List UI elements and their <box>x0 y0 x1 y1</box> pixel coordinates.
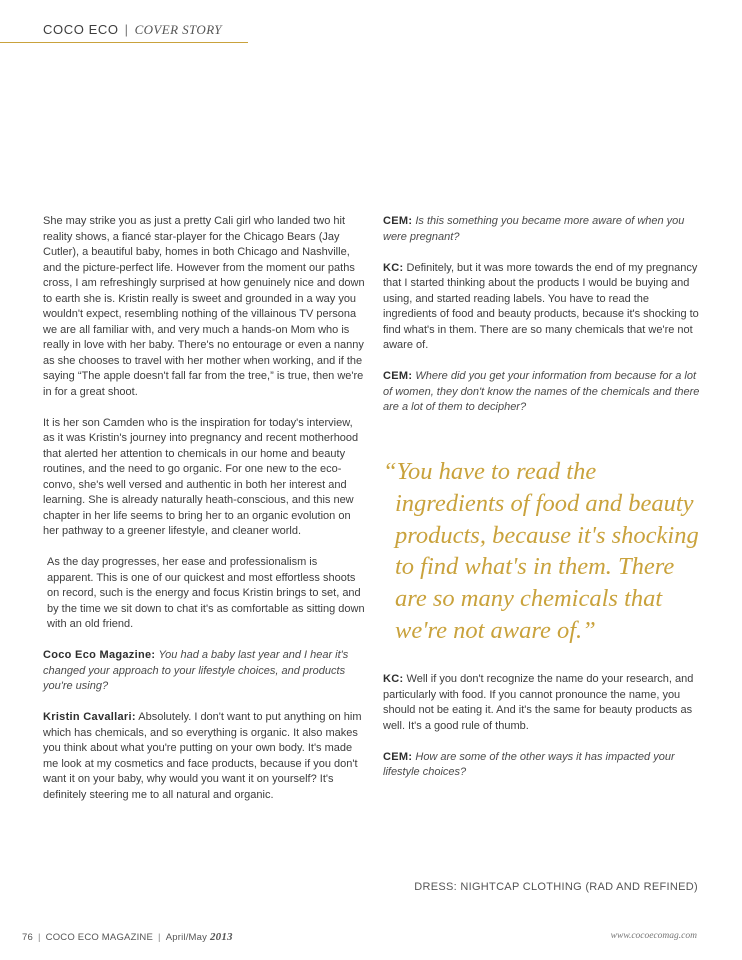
qa-entry <box>383 750 701 781</box>
intro-paragraph: As the day progresses, her ease and professionalism is apparent. This is one of our quickest and most effortless shoots on record, such is the energy and focus Kristin brings to set, and by the time we sit down to chat it's as comfortable as sitting down with an old friend. <box>47 556 365 630</box>
question-text: Is this something you became more aware of when you were pregnant? <box>383 215 685 243</box>
footer-separator: | <box>37 932 41 943</box>
header-section: COVER STORY <box>134 22 222 37</box>
speaker-label: CEM: <box>383 370 413 382</box>
answer-text: Absolutely. I don't want to put anything on him which has chemicals, and so everything is organic. It also makes you think about what you're putting on your own body. It's made me look at my cosmetics and face products, because if you don't want it on your baby, why would you want it on yourself? It's definitely steering me to all natural and organic. <box>43 711 362 801</box>
answer-text: Well if you don't recognize the name do your research, and particularly with food. If you cannot pronounce the name, you should not be eating it. And it's the same for beauty products as well. It's a good rule of thumb. <box>383 673 694 732</box>
qa-entry <box>383 369 701 416</box>
speaker-label: Kristin Cavallari: <box>43 711 136 723</box>
page-number: 76 <box>22 932 33 943</box>
speaker-label: KC: <box>383 673 404 685</box>
footer-year: 2013 <box>209 931 233 943</box>
pull-quote-line: to find what's in them. There <box>395 553 675 581</box>
article-right-column-bottom <box>383 672 701 781</box>
pull-quote-line: ingredients of food and beauty <box>395 489 694 517</box>
footer-issue: April/May <box>165 932 208 943</box>
photo-credit: DRESS: NIGHTCAP CLOTHING (RAD AND REFINED) <box>414 881 698 893</box>
pull-quote-line: “You have to read the <box>383 458 597 485</box>
speaker-label: CEM: <box>383 215 413 227</box>
pull-quote-line: are so many chemicals that <box>395 585 663 613</box>
page-footer <box>22 931 233 943</box>
footer-magazine: COCO ECO MAGAZINE <box>45 932 154 943</box>
intro-paragraph: She may strike you as just a pretty Cali girl who landed two hit reality shows, a fiancé star-player for the Chicago Bears (Jay Cutler), a beautiful baby, homes in both Chicago and Nashville, and the picture-perfect life. However from the moment our paths cross, I am refreshingly surprised at how genuinely nice and down to earth she is. Kristin really is sweet and grounded in a way you wouldn't expect, resembling nothing of the villainous TV persona we are all familiar with, and very much a hands-on Mom who is really in love with her baby. There's no entourage or even a nanny as she chooses to travel with her mother when working, and if the saying “The apple doesn't fall far from the tree,” is true, then we're in for a great shoot. <box>43 215 365 398</box>
footer-website[interactable]: www.cocoecomag.com <box>610 931 697 941</box>
pull-quote-line: products, because it's shocking <box>395 521 699 549</box>
intro-paragraph: It is her son Camden who is the inspiration for today's interview, as it was Kristin's journey into pregnancy and recent motherhood that alerted her attention to chemicals in our home and beauty routines, and the need to go organic. For one new to the eco-convo, she's well versed and authentic in both her interest and learning. She is already naturally heath-conscious, and this new chapter in her life seems to bring her to an organic evolution on her pathway to a greener lifestyle, and cleaner world. <box>43 416 359 537</box>
qa-entry <box>43 710 365 803</box>
speaker-label: CEM: <box>383 750 413 763</box>
article-right-column-top <box>383 214 701 416</box>
footer-separator: | <box>158 932 161 943</box>
header-separator: | <box>124 22 129 37</box>
question-text: Where did you get your information from because for a lot of women, they don't know the names of the chemicals and there are a lot of them to decipher? <box>383 370 700 413</box>
header-rule <box>0 42 248 43</box>
qa-entry <box>383 261 701 354</box>
qa-entry <box>43 648 365 695</box>
article-left-column <box>43 214 365 803</box>
page-header <box>0 0 742 44</box>
qa-entry <box>383 214 701 245</box>
speaker-label: KC: <box>383 261 404 274</box>
qa-entry <box>383 672 701 734</box>
speaker-label: Coco Eco Magazine: <box>43 649 156 661</box>
pull-quote-line: we're not aware of.” <box>395 616 596 644</box>
pull-quote <box>383 456 713 647</box>
question-text: You had a baby last year and I hear it's changed your approach to your lifestyle choices, and products you're using? <box>43 649 349 692</box>
header-text <box>43 22 222 38</box>
question-text: How are some of the other ways it has impacted your lifestyle choices? <box>383 750 675 778</box>
answer-text: Definitely, but it was more towards the end of my pregnancy that I started thinking about the products I would be buying and using, and started reading labels. You have to read the ingredients of food and beauty products, because it's shocking to find what's in them. There are so many chemicals that we're not aware of. <box>383 261 699 351</box>
header-brand: COCO ECO <box>43 22 119 37</box>
